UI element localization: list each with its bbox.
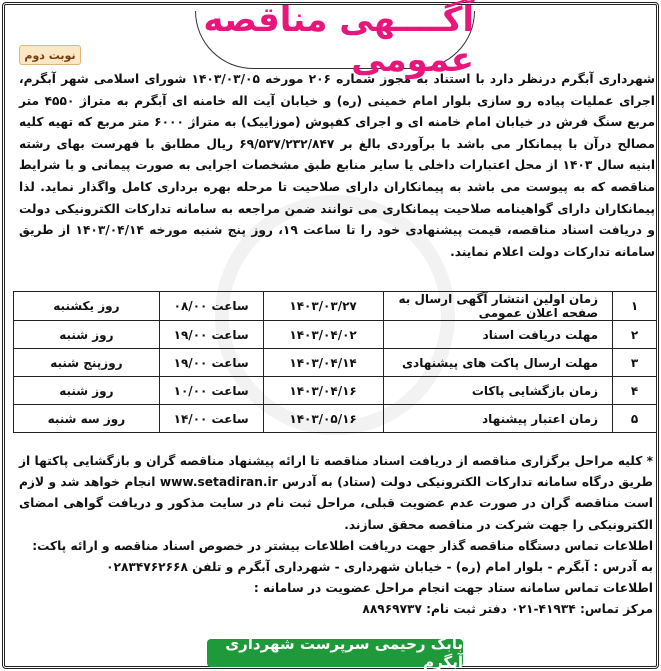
- intro-paragraph: شهرداری آبگرم درنظر دارد با استناد به مجوز شماره ۲۰۶ مورخه ۱۴۰۳/۰۳/۰۵ شورای اسلامی شهر آبگرم، اجرای عملیات پیاده رو سازی بلوار امام خمینی (ره) و خیابان آیت اله خامنه ای آبگرم به متراژ ۴۵۵۰ متر مربع سنگ فرش در خیابان امام خامنه ای و اجرای کفپوش (موزاییک) به متراژ ۶۰۰۰ متر مربع که تهیه کلیه مصالح درآن با پیمانکار می باشد با برآوردی بالغ بر ۶۹/۵۳۷/۲۳۲/۸۴۷ ریال مطابق با فهرست بهای رشته ابنیه سال ۱۴۰۳ از محل اعتبارات داخلی یا سایر منابع طبق مشخصات اجرایی به صورت پیمانی و با شرایط مناقصه که به پیوست می باشد به پیمانکاران دارای صلاحیت تا مرحله بهره برداری کامل واگذار نماید. لذا پیمانکاران دارای گواهینامه صلاحیت پیمانکاری می توانند ضمن مراجعه به سامانه تدارکات الکترونیکی دولت و دریافت اسناد مناقصه، قیمت پیشنهادی خود را تا ساعت ۱۹، روز پنج شنبه مورخه ۱۴۰۳/۰۴/۱۴ از طریق سامانه تدارکات دولت اعلام نمایند.: [19, 72, 656, 259]
- schedule-cell-desc: زمان اولین انتشار آگهی ارسال به صفحه اعلان عمومی: [383, 292, 613, 321]
- contact-address: به آدرس : آبگرم - بلوار امام (ره) - خیابان شهرداری - شهرداری آبگرم و تلفن ۰۲۸۳۴۷۶۲۶۶۸: [106, 560, 653, 575]
- table-row: [14, 405, 657, 433]
- schedule-cell-time: ساعت ۱۹/۰۰: [159, 349, 263, 377]
- notice-frame: [2, 2, 659, 669]
- schedule-cell-desc: زمان اعتبار پیشنهاد: [383, 405, 613, 433]
- signature-banner: بابک رحیمی سرپرست شهرداری آبگرم: [207, 639, 463, 667]
- title-box: [195, 0, 475, 80]
- schedule-cell-desc: مهلت ارسال پاکت های پیشنهادی: [383, 349, 613, 377]
- schedule-cell-time: ساعت ۰۸/۰۰: [159, 292, 263, 321]
- schedule-cell-desc: زمان بازگشایی پاکات: [383, 377, 613, 405]
- table-row: [14, 349, 657, 377]
- schedule-cell-time: ساعت ۱۴/۰۰: [159, 405, 263, 433]
- round-badge: نوبت دوم: [19, 45, 81, 65]
- setad-url-link[interactable]: www.setadiran.ir: [159, 475, 278, 490]
- notice-title: آگــــهی مناقصه عمومی: [203, 0, 474, 80]
- notice-body: [19, 451, 653, 621]
- schedule-cell-date: ۱۴۰۳/۰۴/۱۴: [263, 349, 383, 377]
- schedule-cell-date: ۱۴۰۳/۰۴/۰۲: [263, 321, 383, 349]
- schedule-cell-date: ۱۴۰۳/۰۴/۱۶: [263, 377, 383, 405]
- schedule-cell-num: ۲: [613, 321, 657, 349]
- schedule-cell-num: ۵: [613, 405, 657, 433]
- schedule-cell-desc: مهلت دریافت اسناد: [383, 321, 613, 349]
- setad-contact-intro: اطلاعات تماس سامانه ستاد جهت انجام مراحل عضویت در سامانه :: [253, 581, 653, 596]
- contact-intro: اطلاعات تماس دستگاه مناقصه گذار جهت دریافت اطلاعات بیشتر در خصوص اسناد مناقصه و ارائه پاکت:: [32, 538, 653, 553]
- procedure-text-2: انجام خواهد شد و لازم است مناقصه گران در صورت عدم عضویت قبلی، مراحل ثبت نام در سایت مذکور و دریافت گواهی امضای الکترونیکی را جهت شرکت در مناقصه محقق سازند.: [19, 475, 653, 532]
- procedure-text-1: * کلیه مراحل برگزاری مناقصه از دریافت اسناد مناقصه تا ارائه پیشنهاد مناقصه گران و بازگشایی پاکتها از طریق درگاه سامانه تدارکات الکترونیکی دولت (ستاد) به آدرس: [19, 454, 653, 490]
- table-row: [14, 292, 657, 321]
- schedule-cell-day: روز شنبه: [14, 377, 160, 405]
- schedule-cell-time: ساعت ۱۹/۰۰: [159, 321, 263, 349]
- schedule-cell-day: روز شنبه: [14, 321, 160, 349]
- schedule-cell-date: ۱۴۰۳/۰۳/۲۷: [263, 292, 383, 321]
- procedure-paragraph: [19, 451, 653, 536]
- schedule-cell-day: روزپنج شنبه: [14, 349, 160, 377]
- schedule-cell-day: روز سه شنبه: [14, 405, 160, 433]
- table-row: [14, 321, 657, 349]
- schedule-cell-num: ۱: [613, 292, 657, 321]
- schedule-table: [13, 291, 657, 433]
- call-center: مرکز تماس: ۴۱۹۳۴-۰۲۱ دفتر ثبت نام: ۸۸۹۶۹۷۳۷: [362, 602, 653, 617]
- schedule-cell-day: روز یکشنبه: [14, 292, 160, 321]
- schedule-cell-num: ۴: [613, 377, 657, 405]
- schedule-cell-num: ۳: [613, 349, 657, 377]
- schedule-cell-time: ساعت ۱۰/۰۰: [159, 377, 263, 405]
- schedule-cell-date: ۱۴۰۳/۰۵/۱۶: [263, 405, 383, 433]
- table-row: [14, 377, 657, 405]
